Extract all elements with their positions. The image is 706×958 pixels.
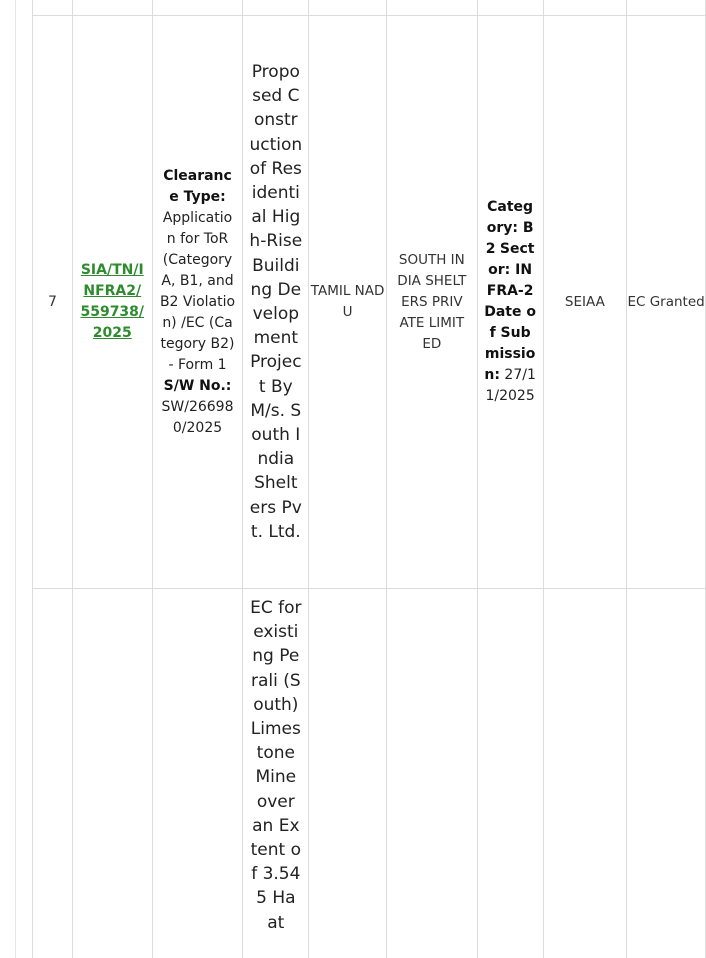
status-value: EC Granted xyxy=(627,293,705,310)
sector-value: INFRA-2 xyxy=(486,262,534,299)
category-details-cell xyxy=(477,16,543,589)
category-label: Category: xyxy=(486,199,534,236)
table-cell xyxy=(477,589,543,958)
row-number: 7 xyxy=(33,16,73,589)
table-cell xyxy=(477,0,543,16)
state-cell xyxy=(309,16,387,589)
table-cell xyxy=(152,0,243,16)
table-cell xyxy=(152,589,243,958)
proposal-number-link[interactable]: SIA/TN/INFRA2/559738/2025 xyxy=(80,262,145,341)
authority-value: SEIAA xyxy=(564,293,605,310)
submission-date-value: 27/11/2025 xyxy=(485,367,536,404)
sector-label: Sector: xyxy=(488,241,535,278)
company-cell xyxy=(386,16,477,589)
sw-number-value: SW/266980/2025 xyxy=(161,398,234,436)
project-name-cell: EC for existing Perali (South) Limestone Mine over an Extent of 3.545 Ha at xyxy=(243,589,309,958)
table-cell xyxy=(627,589,706,958)
table-cell xyxy=(243,0,309,16)
table-row xyxy=(33,589,706,958)
table-frame-border xyxy=(15,0,16,958)
table-cell xyxy=(627,0,706,16)
proposal-number-cell xyxy=(72,16,152,589)
status-cell xyxy=(627,16,706,589)
category-value: B2 xyxy=(485,220,534,257)
submission-date-label: Date of Submission: xyxy=(484,304,536,383)
table-row xyxy=(33,0,706,16)
table-row xyxy=(33,16,706,589)
sw-number-label: S/W No.: xyxy=(163,377,232,394)
table-cell xyxy=(386,0,477,16)
clearance-type-label: Clearance Type: xyxy=(163,167,232,205)
project-name-cell: Proposed Construction of Residential High-Rise Building Development Project By M/s. South India Shelters Pvt. Ltd. xyxy=(243,16,309,589)
table-cell xyxy=(309,589,387,958)
proposals-table xyxy=(32,0,706,958)
state-value: TAMIL NADU xyxy=(310,283,385,320)
clearance-details-cell xyxy=(152,16,243,589)
table-cell xyxy=(72,589,152,958)
table-cell xyxy=(386,589,477,958)
company-name: SOUTH INDIA SHELTERS PRIVATE LIMITED xyxy=(397,251,467,352)
table-cell xyxy=(72,0,152,16)
authority-cell xyxy=(543,16,627,589)
table-cell xyxy=(543,0,627,16)
table-cell xyxy=(543,589,627,958)
table-cell xyxy=(33,0,73,16)
table-cell xyxy=(33,589,73,958)
clearance-type-value: Application for ToR (Category A, B1, and B2 Violation) /EC (Category B2) - Form 1 xyxy=(159,209,236,373)
table-cell xyxy=(309,0,387,16)
